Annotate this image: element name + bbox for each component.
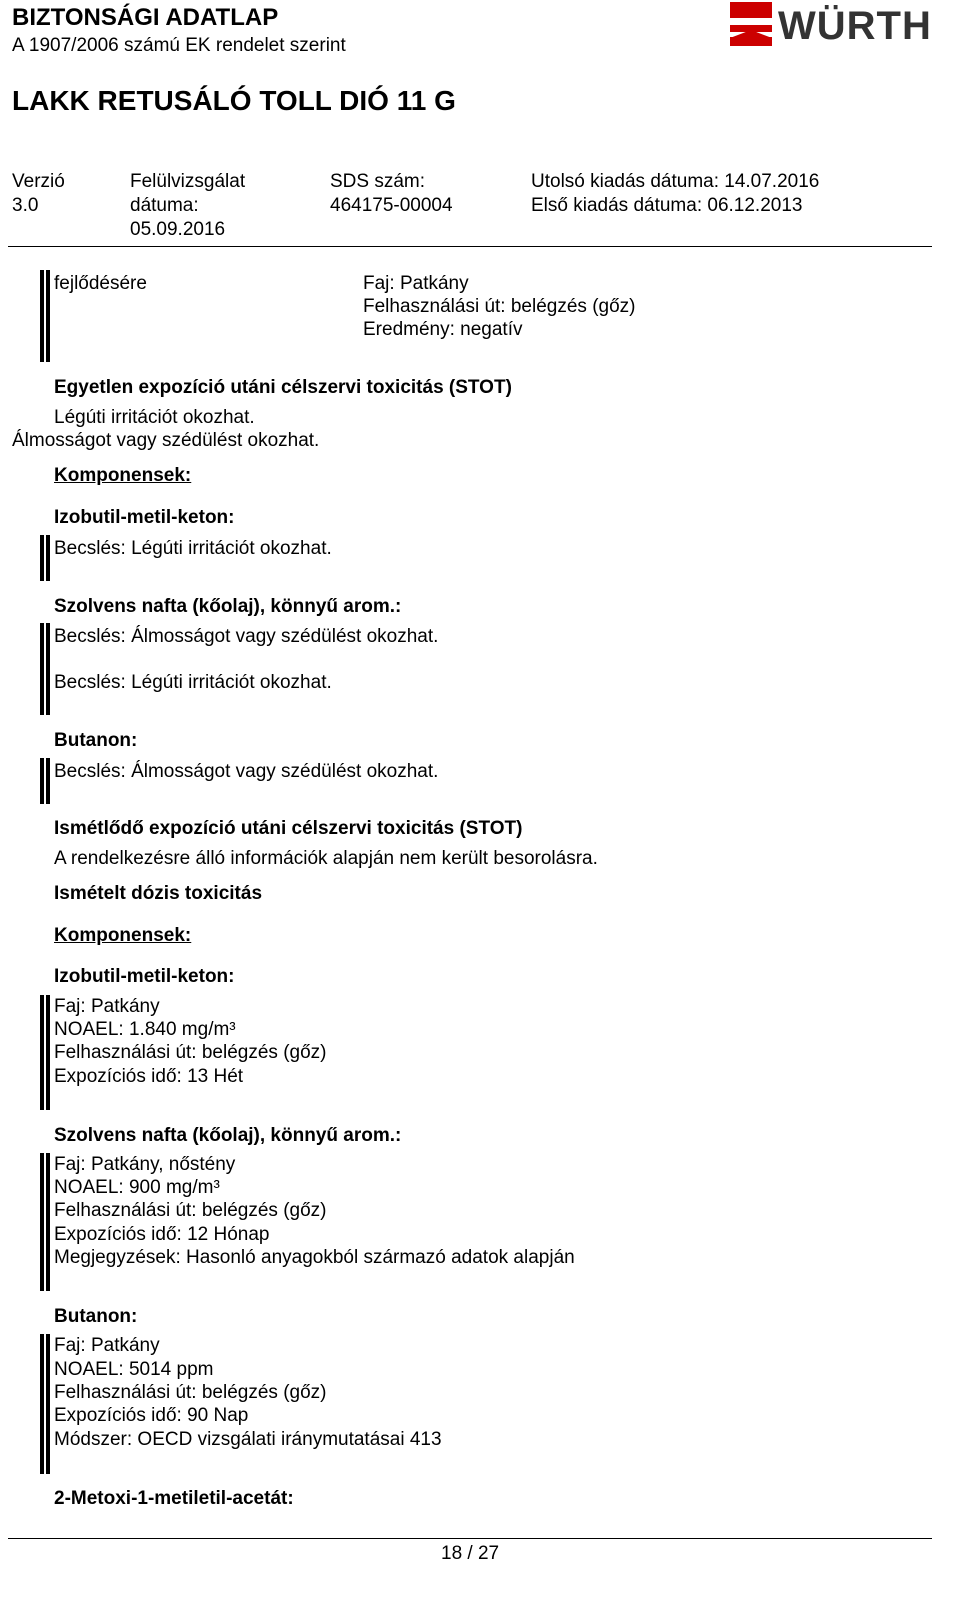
top-route: Felhasználási út: belégzés (gőz) [363,296,636,317]
naphtha-exposure: Expozíciós idő: 12 Hónap [54,1224,270,1245]
stot-single-line2: Álmosságot vagy szédülést okozhat. [12,430,320,451]
stot-repeat-text: A rendelkezésre álló információk alapján nem került besorolásra. [54,848,598,869]
stot-single-line1: Légúti irritációt okozhat. [54,407,255,428]
change-bar [46,995,50,1110]
wurth-logo-mark-icon [730,2,772,46]
butane-assessment: Becslés: Álmosságot vagy szédülést okozhat. [54,761,439,782]
change-bar [40,995,44,1110]
butane-method: Módszer: OECD vizsgálati iránymutatásai 413 [54,1429,442,1450]
last-component-label: 2-Metoxi-1-metiletil-acetát: [54,1488,294,1509]
stot-repeat-heading: Ismétlődő expozíció utáni célszervi toxicitás (STOT) [54,818,523,839]
version-value: 3.0 [12,195,39,216]
top-left-text: fejlődésére [54,273,147,294]
ibmk-route: Felhasználási út: belégzés (gőz) [54,1042,327,1063]
review-label: Felülvizsgálat [130,171,246,192]
change-bar [46,1334,50,1474]
change-bar [40,1334,44,1474]
stot-single-heading: Egyetlen expozíció utáni célszervi toxicitás (STOT) [54,377,512,398]
header-divider [8,246,932,247]
change-bar [40,1153,44,1291]
butane-route: Felhasználási út: belégzés (gőz) [54,1382,327,1403]
change-bar [40,758,44,804]
change-bar [46,535,50,581]
butane-exposure: Expozíciós idő: 90 Nap [54,1405,249,1426]
document-subtitle: A 1907/2006 számú EK rendelet szerint [12,35,346,56]
first-issue-date: Első kiadás dátuma: 06.12.2013 [531,195,803,216]
top-species: Faj: Patkány [363,273,469,294]
components-label-2: Komponensek: [54,925,192,946]
ibmk-label: Izobutil-metil-keton: [54,507,235,528]
wurth-logo [730,2,940,46]
sds-number: 464175-00004 [330,195,453,216]
naphtha-noael: NOAEL: 900 mg/m³ [54,1177,220,1198]
naphtha-route: Felhasználási út: belégzés (gőz) [54,1200,327,1221]
sds-label: SDS szám: [330,171,426,192]
wurth-logo-text: WÜRTH [778,4,932,48]
butane-label-2: Butanon: [54,1306,138,1327]
butane-noael: NOAEL: 5014 ppm [54,1359,214,1380]
naphtha-label: Szolvens nafta (kőolaj), könnyű arom.: [54,596,402,617]
naphtha-species: Faj: Patkány, nőstény [54,1154,236,1175]
butane-label: Butanon: [54,730,138,751]
review-label-2: dátuma: [130,195,199,216]
change-bar [46,758,50,804]
change-bar [46,623,50,715]
version-label: Verzió [12,171,65,192]
ibmk-assessment: Becslés: Légúti irritációt okozhat. [54,538,332,559]
butane-species: Faj: Patkány [54,1335,160,1356]
change-bar [40,623,44,715]
document-title: BIZTONSÁGI ADATLAP [12,4,279,31]
top-result: Eredmény: negatív [363,319,523,340]
ibmk-noael: NOAEL: 1.840 mg/m³ [54,1019,236,1040]
repeat-dose-heading: Ismételt dózis toxicitás [54,883,263,904]
change-bar [46,1153,50,1291]
ibmk-exposure: Expozíciós idő: 13 Hét [54,1066,244,1087]
naphtha-assessment-1: Becslés: Álmosságot vagy szédülést okozhat. [54,626,439,647]
naphtha-assessment-2: Becslés: Légúti irritációt okozhat. [54,672,332,693]
change-bar [40,535,44,581]
page-number: 18 / 27 [441,1543,500,1564]
components-label: Komponensek: [54,465,192,486]
footer-divider [8,1538,932,1539]
review-date: 05.09.2016 [130,219,226,240]
ibmk-species: Faj: Patkány [54,996,160,1017]
change-bar [46,270,50,362]
ibmk-label-2: Izobutil-metil-keton: [54,966,235,987]
change-bar [40,270,44,362]
last-issue-date: Utolsó kiadás dátuma: 14.07.2016 [531,171,820,192]
naphtha-label-2: Szolvens nafta (kőolaj), könnyű arom.: [54,1125,402,1146]
naphtha-remarks: Megjegyzések: Hasonló anyagokból származó adatok alapján [54,1247,575,1268]
product-name: LAKK RETUSÁLÓ TOLL DIÓ 11 G [12,85,456,116]
